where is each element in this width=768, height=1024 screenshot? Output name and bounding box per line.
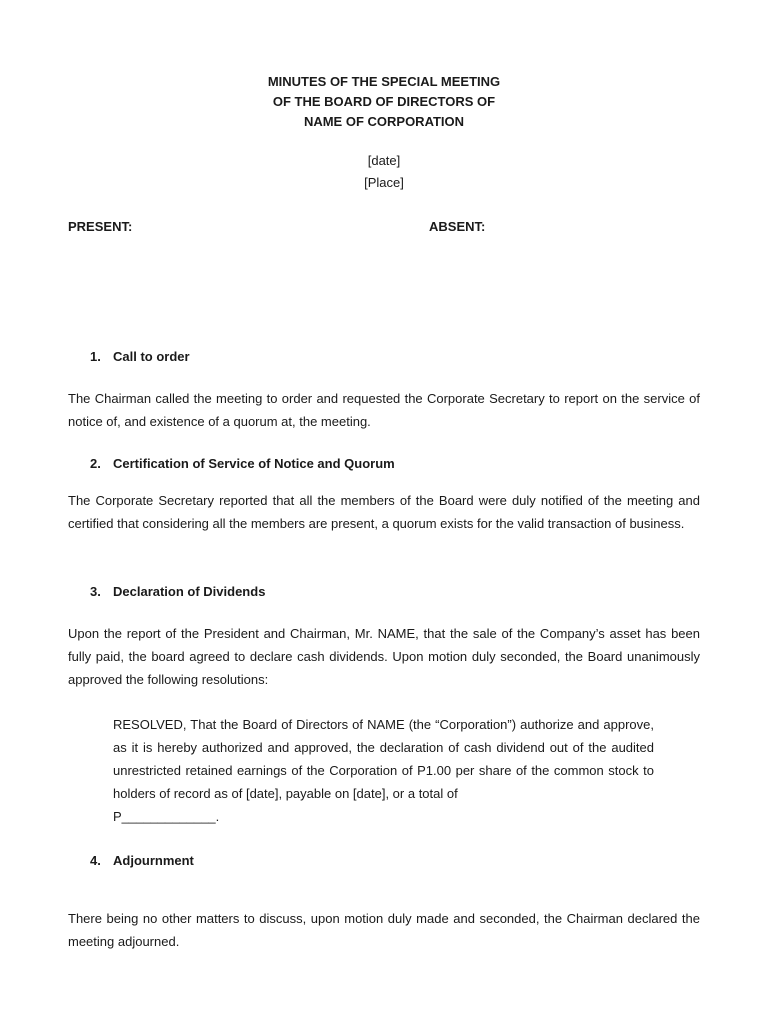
meeting-place: [Place] (364, 175, 404, 190)
title-line-3: NAME OF CORPORATION (303, 114, 465, 129)
title-line-2: OF THE BOARD OF DIRECTORS OF (272, 94, 496, 109)
section-heading-dividends (90, 583, 265, 601)
section-title: Adjournment (113, 853, 194, 868)
meeting-meta (0, 150, 768, 194)
section-body-dividends: Upon the report of the President and Chairman, Mr. NAME, that the sale of the Company’s asset has been fully paid, the board agreed to declare cash dividends. Upon motion duly seconded, the Board unanimously approved the following resolutions: (68, 626, 700, 687)
section-heading-certification (90, 455, 395, 473)
title-line-1: MINUTES OF THE SPECIAL MEETING (267, 74, 501, 89)
present-label: PRESENT: (68, 219, 133, 234)
section-heading-adjournment (90, 852, 194, 870)
section-number: 4. (90, 853, 101, 868)
resolution-block (113, 713, 654, 828)
resolution-text: RESOLVED, That the Board of Directors of NAME (the “Corporation”) authorize and approve, as it is hereby authorized and approved, the declaration of cash dividend out of the audited unrestricted retained earnings of the Corporation of P1.00 per share of the common stock to holders of record as of [date], payable on [date], or a total of (113, 717, 654, 801)
section-body-certification: The Corporate Secretary reported that all the members of the Board were duly notified of the meeting and certified that considering all the members are present, a quorum exists for the valid transaction of business. (68, 493, 700, 531)
section-title: Call to order (113, 349, 190, 364)
meeting-date: [date] (367, 153, 401, 168)
section-heading-call-to-order (90, 348, 190, 366)
section-body-call-to-order: The Chairman called the meeting to order and requested the Corporate Secretary to report on the service of notice of, and existence of a quorum at, the meeting. (68, 391, 700, 429)
section-title: Certification of Service of Notice and Quorum (113, 456, 395, 471)
section-title: Declaration of Dividends (113, 584, 266, 599)
section-number: 1. (90, 349, 101, 364)
resolution-total-blank: P_____________. (113, 809, 220, 824)
section-number: 2. (90, 456, 101, 471)
section-number: 3. (90, 584, 101, 599)
document-title (0, 72, 768, 132)
section-body-adjournment: There being no other matters to discuss, upon motion duly made and seconded, the Chairman declared the meeting adjourned. (68, 911, 700, 949)
absent-label: ABSENT: (429, 219, 486, 234)
